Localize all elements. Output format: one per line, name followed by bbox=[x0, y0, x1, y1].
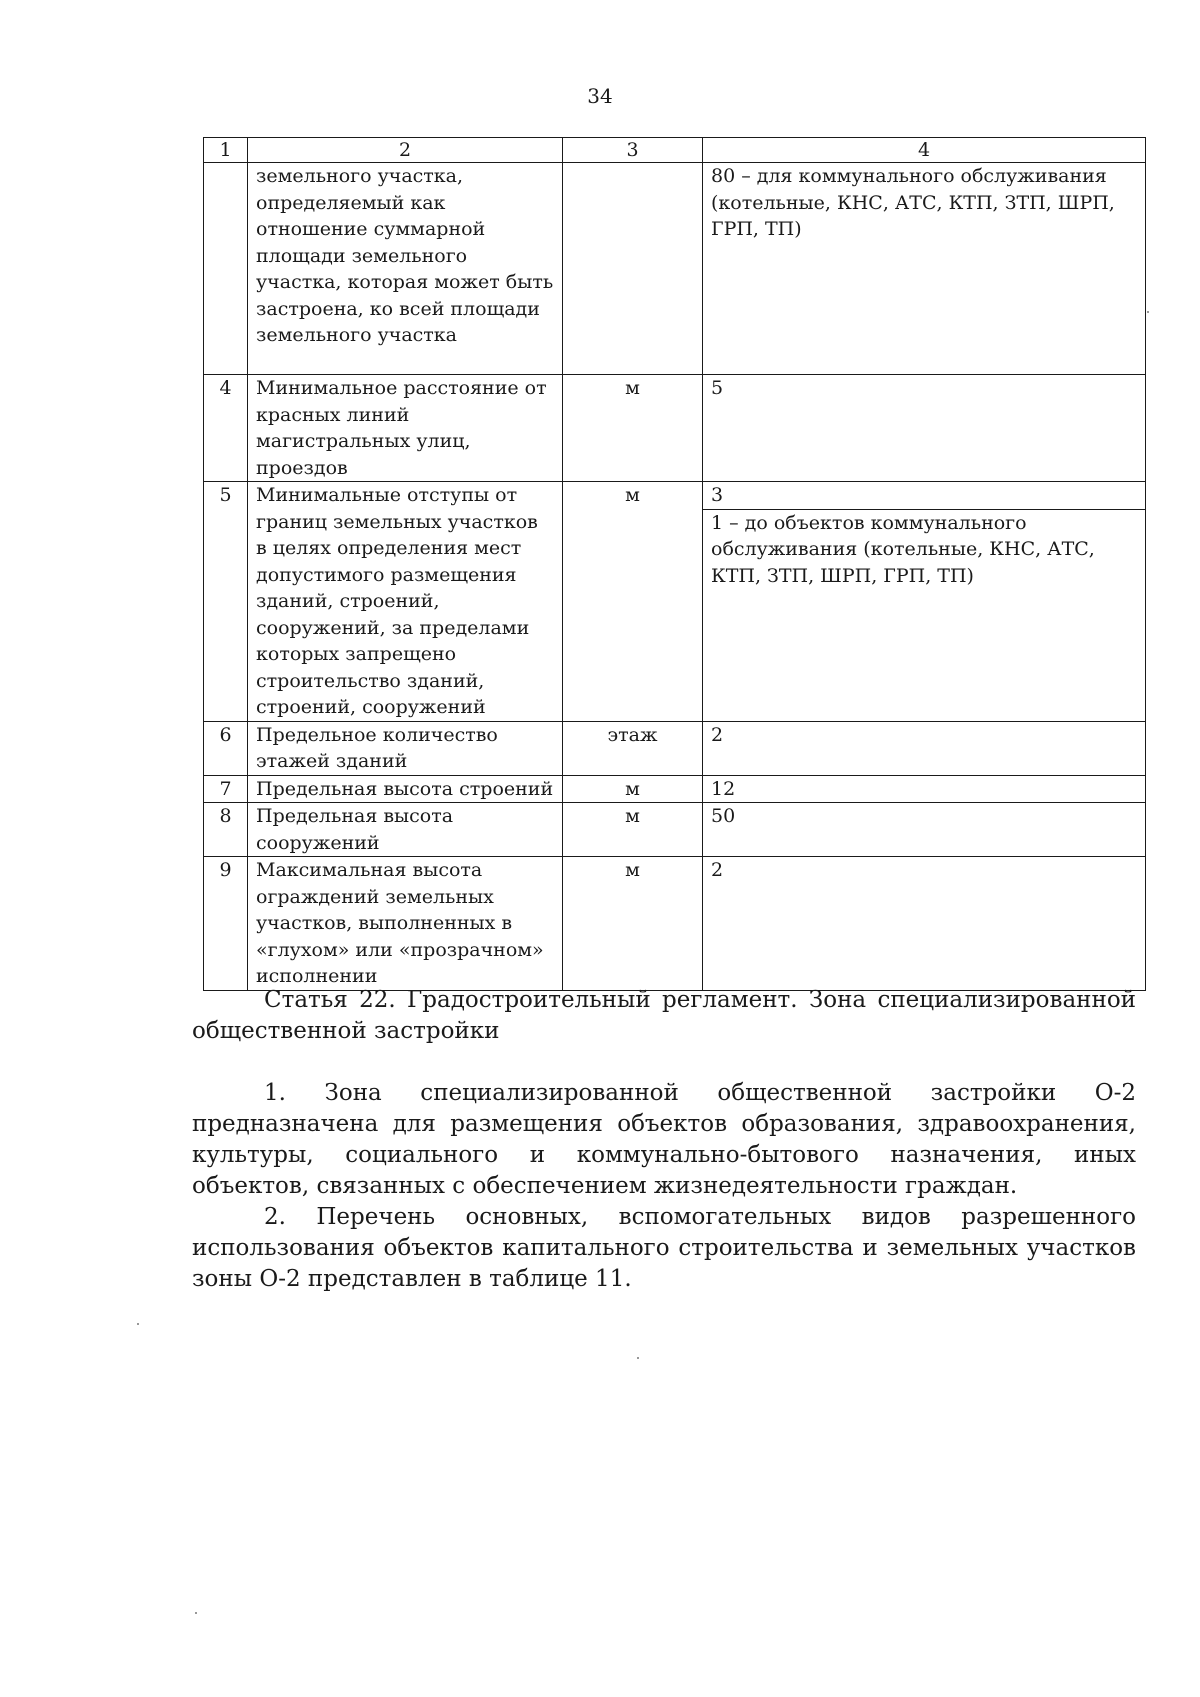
column-header: 2 bbox=[248, 138, 563, 163]
row-number: 8 bbox=[204, 803, 248, 857]
row-number: 9 bbox=[204, 857, 248, 991]
row-unit: м bbox=[563, 375, 703, 482]
row-number: 7 bbox=[204, 775, 248, 803]
table-header-row bbox=[204, 138, 1146, 163]
regulation-table bbox=[203, 137, 1146, 991]
row-unit: этаж bbox=[563, 721, 703, 775]
table-row bbox=[204, 721, 1146, 775]
row-parameter: Предельная высота строений bbox=[248, 775, 563, 803]
column-header: 1 bbox=[204, 138, 248, 163]
table-row bbox=[204, 803, 1146, 857]
value-text: 80 – для коммунального обслуживания (котельные, КНС, АТС, КТП, ЗТП, ШРП, ГРП, ТП) bbox=[711, 165, 1115, 240]
parameter-text: земельного участка, определяемый как отношение суммарной площади земельного участка, которая может быть застроена, ко всей площади земельного участка bbox=[256, 165, 554, 346]
row-unit: м bbox=[563, 857, 703, 991]
table-row bbox=[204, 163, 1146, 375]
table-row bbox=[204, 375, 1146, 482]
scan-speck bbox=[637, 1357, 639, 1359]
row-parameter bbox=[248, 163, 563, 375]
column-header: 3 bbox=[563, 138, 703, 163]
row-parameter: Минимальные отступы от границ земельных участков в целях определения мест допустимого размещения зданий, строений, сооружений, за пределами которых запрещено строительство зданий, строений, сооружений bbox=[248, 482, 563, 722]
row-number: 4 bbox=[204, 375, 248, 482]
table-row bbox=[204, 775, 1146, 803]
row-value: 12 bbox=[703, 775, 1146, 803]
row-number bbox=[204, 163, 248, 375]
row-parameter: Предельное количество этажей зданий bbox=[248, 721, 563, 775]
row-value: 50 bbox=[703, 803, 1146, 857]
table-row bbox=[204, 482, 1146, 510]
row-value-extra: 1 – до объектов коммунального обслуживания (котельные, КНС, АТС, КТП, ЗТП, ШРП, ГРП, ТП) bbox=[703, 509, 1146, 721]
row-parameter: Минимальное расстояние от красных линий магистральных улиц, проездов bbox=[248, 375, 563, 482]
column-header: 4 bbox=[703, 138, 1146, 163]
scan-speck bbox=[195, 1612, 197, 1614]
row-unit: м bbox=[563, 482, 703, 722]
article-paragraph: 1. Зона специализированной общественной застройки О-2 предназначена для размещения объектов образования, здравоохранения, культуры, социального и коммунально-бытового назначения, иных объектов, связанных с обеспечением жизнедеятельности граждан. bbox=[192, 1080, 1136, 1199]
row-value bbox=[703, 163, 1146, 375]
row-value: 3 bbox=[703, 482, 1146, 510]
row-value: 2 bbox=[703, 857, 1146, 991]
row-parameter: Предельная высота сооружений bbox=[248, 803, 563, 857]
article-paragraph: 2. Перечень основных, вспомогательных видов разрешенного использования объектов капитального строительства и земельных участков зоны О-2 представлен в таблице 11. bbox=[192, 1204, 1136, 1292]
table-row bbox=[204, 857, 1146, 991]
row-unit bbox=[563, 163, 703, 375]
scan-speck bbox=[137, 1323, 139, 1325]
row-unit: м bbox=[563, 803, 703, 857]
article-section bbox=[192, 985, 1136, 1295]
row-value: 5 bbox=[703, 375, 1146, 482]
row-value: 2 bbox=[703, 721, 1146, 775]
row-number: 6 bbox=[204, 721, 248, 775]
scan-speck bbox=[1147, 311, 1149, 313]
page-number: 34 bbox=[587, 84, 613, 108]
row-parameter: Максимальная высота ограждений земельных участков, выполненных в «глухом» или «прозрачном» исполнении bbox=[248, 857, 563, 991]
article-title: Статья 22. Градостроительный регламент. Зона специализированной общественной застройки bbox=[192, 987, 1136, 1044]
row-unit: м bbox=[563, 775, 703, 803]
row-number: 5 bbox=[204, 482, 248, 722]
